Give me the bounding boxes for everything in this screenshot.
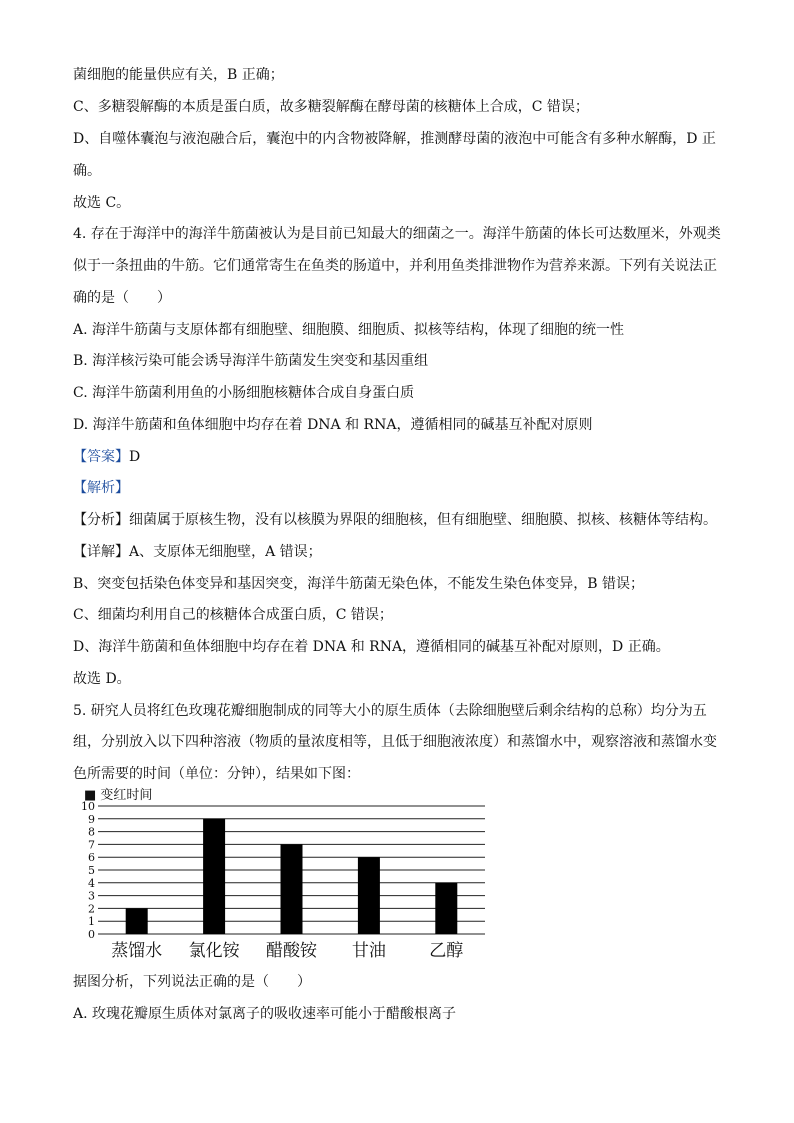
y-tick-label: 2 <box>88 902 95 916</box>
fenxi-tag: 【分析】 <box>73 512 129 528</box>
x-tick-label: 醋酸铵 <box>266 941 317 961</box>
y-tick-label: 6 <box>88 851 95 865</box>
analysis-heading <box>73 479 129 497</box>
answer-line <box>73 448 140 466</box>
option-c: C. 海洋牛筋菌利用鱼的小肠细胞核糖体合成自身蛋白质 <box>73 385 415 401</box>
text-line: 故选 D。 <box>73 671 131 687</box>
y-tick-label: 8 <box>88 825 95 839</box>
x-tick-label: 氯化铵 <box>188 941 240 961</box>
text-line: 故选 C。 <box>73 195 131 211</box>
bar-chart <box>80 784 500 964</box>
xiangjie-text: A、支原体无细胞壁，A 错误； <box>129 544 322 560</box>
fenxi-line <box>73 511 717 529</box>
bar <box>358 857 380 934</box>
option-d: D. 海洋牛筋菌和鱼体细胞中均存在着 DNA 和 RNA，遵循相同的碱基互补配对原则 <box>73 417 593 433</box>
bar <box>281 844 303 934</box>
option-a: A. 海洋牛筋菌与支原体都有细胞壁、细胞膜、细胞质、拟核等结构，体现了细胞的统一性 <box>73 322 625 338</box>
text-line: 菌细胞的能量供应有关，B 正确； <box>73 67 284 83</box>
xiangjie-line <box>73 543 322 561</box>
question-5-prompt: 据图分析，下列说法正确的是（ ） <box>73 974 311 990</box>
option-b: B. 海洋核污染可能会诱导海洋牛筋菌发生突变和基因重组 <box>73 353 429 369</box>
question-5-stem: 色所需要的时间（单位：分钟），结果如下图： <box>73 766 360 782</box>
chart-legend: ■ 变红时间 <box>84 788 153 803</box>
text-line: D、海洋牛筋菌和鱼体细胞中均存在着 DNA 和 RNA，遵循相同的碱基互补配对原则，D 正确。 <box>73 639 670 655</box>
bar <box>435 883 457 934</box>
question-5-stem: 组，分别放入以下四种溶液（物质的量浓度相等，且低于细胞液浓度）和蒸馏水中，观察溶液和蒸馏水变 <box>73 734 717 750</box>
analysis-tag: 【解析】 <box>73 480 129 496</box>
x-tick-label: 乙醇 <box>429 941 464 961</box>
y-tick-label: 5 <box>88 864 95 877</box>
xiangjie-tag: 【详解】 <box>73 544 129 560</box>
fenxi-text: 细菌属于原核生物，没有以核膜为界限的细胞核，但有细胞壁、细胞膜、拟核、核糖体等结构。 <box>129 512 717 528</box>
y-tick-label: 4 <box>88 876 95 890</box>
y-tick-label: 7 <box>88 838 95 852</box>
bar <box>126 908 148 934</box>
y-tick-label: 10 <box>81 800 95 813</box>
y-tick-label: 1 <box>88 915 95 929</box>
question-4-stem: 确的是（ ） <box>73 290 171 306</box>
y-tick-label: 0 <box>88 928 95 941</box>
text-line: C、细菌均利用自己的核糖体合成蛋白质，C 错误； <box>73 607 393 623</box>
answer-tag: 【答案】 <box>73 449 129 465</box>
answer-value: D <box>129 449 141 465</box>
bar <box>203 819 225 934</box>
question-4-stem: 似于一条扭曲的牛筋。它们通常寄生在鱼类的肠道中，并利用鱼类排泄物作为营养来源。下列有关说法正 <box>73 258 717 274</box>
option-a: A. 玫瑰花瓣原生质体对氯离子的吸收速率可能小于醋酸根离子 <box>73 1006 457 1022</box>
x-tick-label: 甘油 <box>351 941 386 961</box>
question-4-stem: 4. 存在于海洋中的海洋牛筋菌被认为是目前已知最大的细菌之一。海洋牛筋菌的体长可达数厘米，外观类 <box>73 226 721 242</box>
question-5-stem: 5. 研究人员将红色玫瑰花瓣细胞制成的同等大小的原生质体（去除细胞壁后剩余结构的总称）均分为五 <box>73 703 707 719</box>
text-line: C、多糖裂解酶的本质是蛋白质，故多糖裂解酶在酵母菌的核糖体上合成，C 错误； <box>73 99 589 115</box>
y-tick-label: 9 <box>88 812 95 826</box>
text-line: B、突变包括染色体变异和基因突变，海洋牛筋菌无染色体，不能发生染色体变异，B 错误； <box>73 576 645 592</box>
text-line: D、自噬体囊泡与液泡融合后，囊泡中的内含物被降解，推测酵母菌的液泡中可能含有多种水解酶，D 正 <box>73 131 716 147</box>
x-tick-label: 蒸馏水 <box>111 941 163 961</box>
y-tick-label: 3 <box>88 889 95 903</box>
text-line: 确。 <box>73 163 101 179</box>
